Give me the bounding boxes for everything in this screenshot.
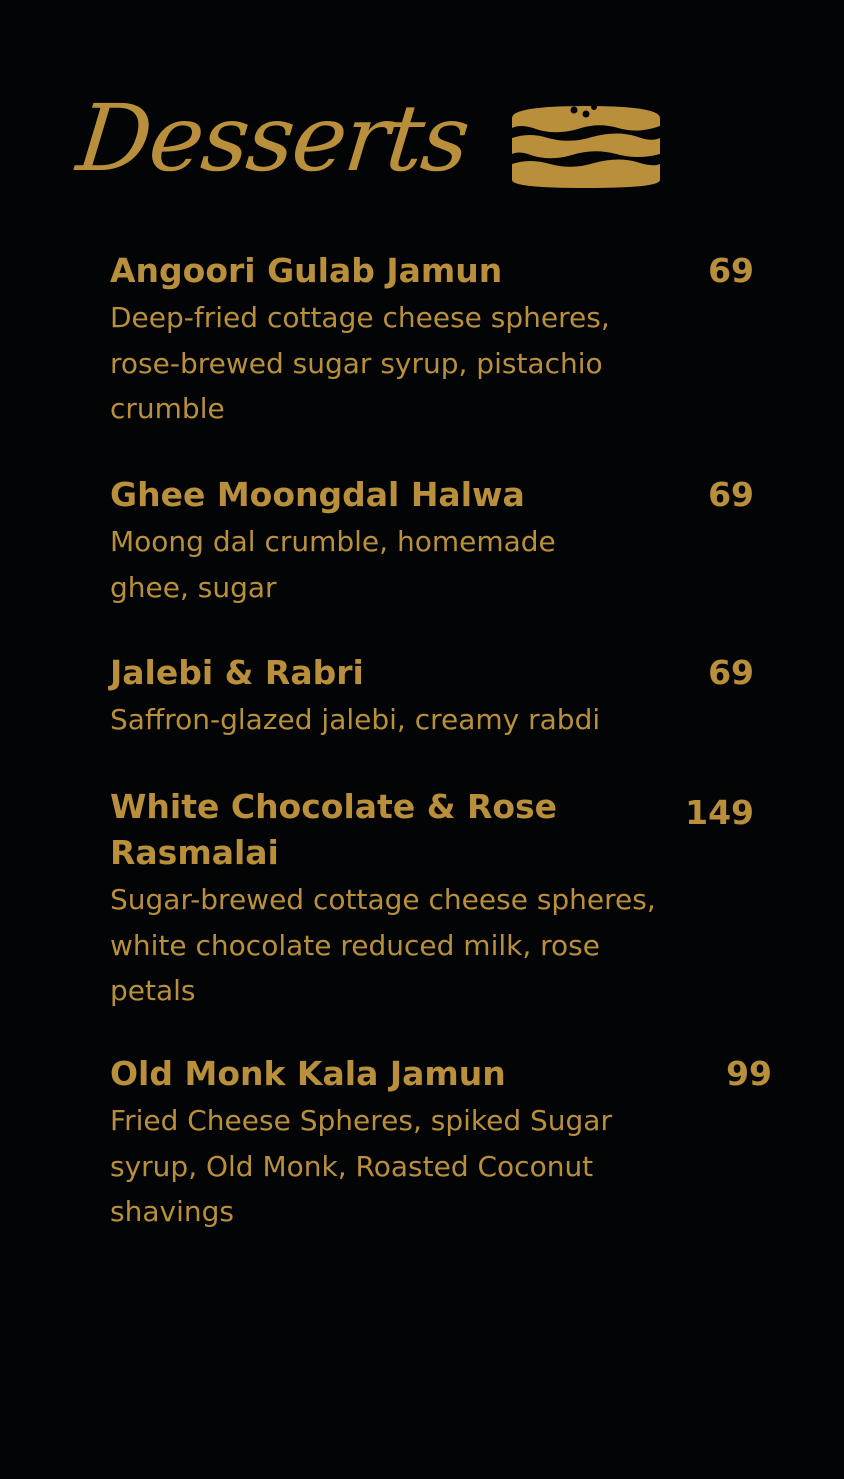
item-description: Sugar-brewed cottage cheese spheres, white chocolate reduced milk, rose petals: [110, 883, 656, 1007]
layered-cake-icon: [508, 96, 664, 192]
item-price: 69: [708, 653, 754, 692]
item-price: 149: [685, 793, 754, 832]
item-price: 99: [726, 1054, 772, 1093]
menu-item: [110, 650, 790, 745]
item-name: Old Monk Kala Jamun: [110, 1054, 506, 1093]
section-title: Desserts: [72, 85, 473, 192]
item-price: 69: [708, 475, 754, 514]
menu-header: [72, 84, 678, 204]
menu-item: [110, 1051, 790, 1241]
menu-item: [110, 784, 790, 1014]
menu-item: [110, 248, 790, 438]
item-name: Jalebi & Rabri: [110, 653, 364, 692]
item-name: White Chocolate & Rose Rasmalai: [110, 787, 558, 872]
item-description: Fried Cheese Spheres, spiked Sugar syrup, Old Monk, Roasted Coconut shavings: [110, 1104, 612, 1228]
item-name: Angoori Gulab Jamun: [110, 251, 503, 290]
item-description: Saffron-glazed jalebi, creamy rabdi: [110, 703, 601, 736]
item-description: Deep-fried cottage cheese spheres, rose-brewed sugar syrup, pistachio crumble: [110, 301, 610, 425]
menu-item: [110, 472, 790, 612]
item-name: Ghee Moongdal Halwa: [110, 475, 525, 514]
item-description: Moong dal crumble, homemade ghee, sugar: [110, 525, 556, 604]
item-price: 69: [708, 251, 754, 290]
